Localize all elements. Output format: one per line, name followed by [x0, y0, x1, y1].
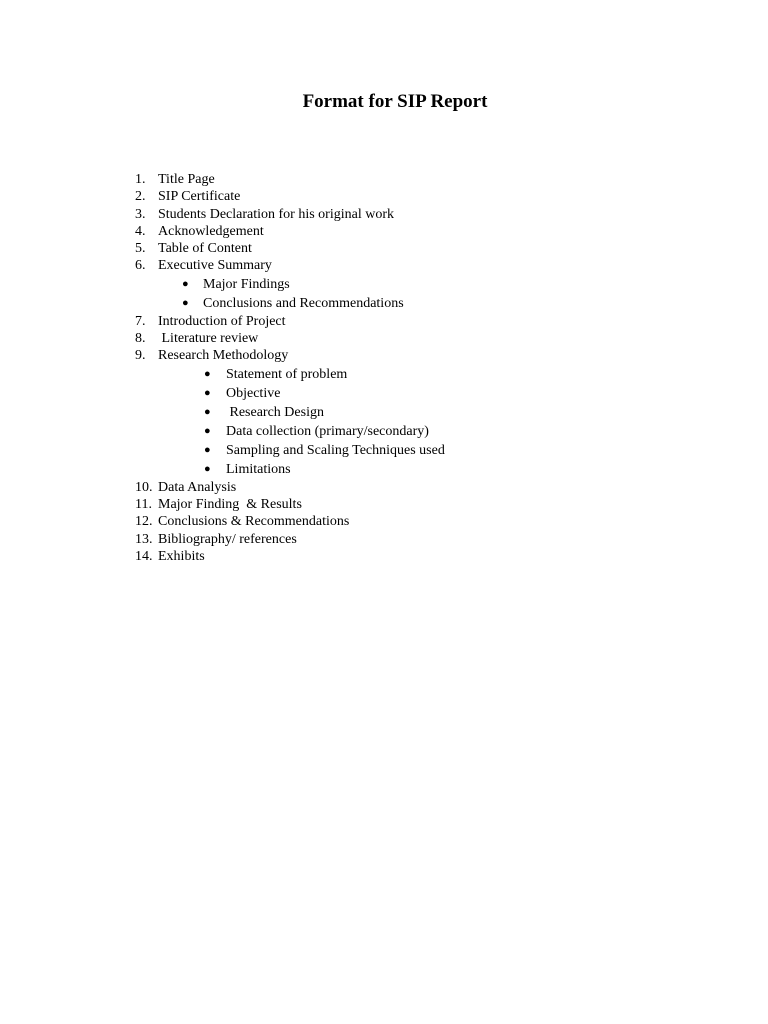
item-number: 1.	[135, 172, 146, 187]
list-item	[0, 496, 768, 513]
item-text: Executive Summary	[158, 258, 272, 274]
item-number: 11.	[135, 496, 152, 512]
item-text: Table of Content	[158, 241, 252, 257]
list-item	[0, 171, 768, 188]
item-text: Conclusions & Recommendations	[158, 514, 350, 530]
item-number: 7.	[135, 313, 146, 329]
list-item	[0, 513, 768, 530]
bullet-icon: ●	[204, 462, 211, 475]
sub-item-text: Sampling and Scaling Techniques used	[226, 442, 445, 458]
list-item	[0, 347, 768, 364]
sub-list-item	[0, 365, 768, 384]
sub-list-item	[0, 294, 768, 313]
sub-list-item	[0, 384, 768, 403]
sub-item-text: Limitations	[226, 461, 291, 477]
item-number: 2.	[135, 189, 146, 205]
item-number: 6.	[135, 258, 146, 274]
list-item	[0, 548, 768, 565]
report-outline-list	[0, 171, 768, 565]
item-number: 10.	[135, 479, 153, 495]
item-text: Literature review	[158, 331, 259, 347]
bullet-icon: ●	[204, 386, 211, 399]
sub-list-item	[0, 460, 768, 479]
item-text: Major Finding & Results	[158, 496, 302, 512]
item-text: Students Declaration for his original work	[158, 206, 395, 222]
bullet-icon: ●	[204, 424, 211, 437]
item-text: SIP Certificate	[158, 189, 241, 205]
item-number: 14.	[135, 548, 153, 564]
list-item	[0, 223, 768, 240]
list-item	[0, 206, 768, 223]
item-text: Research Methodology	[158, 348, 289, 364]
item-number: 12.	[135, 514, 153, 530]
sub-list-item	[0, 422, 768, 441]
bullet-icon: ●	[204, 367, 211, 380]
item-number: 9.	[135, 348, 146, 364]
sub-item-text: Statement of problem	[226, 366, 348, 382]
item-text: Title Page	[158, 172, 215, 187]
sub-list-item	[0, 403, 768, 422]
bullet-icon: ●	[182, 296, 189, 309]
item-text: Bibliography/ references	[158, 531, 297, 547]
sub-item-text: Major Findings	[203, 276, 290, 292]
bullet-icon: ●	[204, 405, 211, 418]
sub-item-text: Conclusions and Recommendations	[203, 295, 404, 311]
document-title: Format for SIP Report	[302, 91, 488, 112]
list-item	[0, 188, 768, 205]
item-text: Introduction of Project	[158, 313, 286, 329]
list-item	[0, 240, 768, 257]
list-item	[0, 330, 768, 347]
item-text: Exhibits	[158, 548, 205, 564]
item-text: Acknowledgement	[158, 223, 264, 239]
item-number: 3.	[135, 206, 146, 222]
sub-item-text: Objective	[226, 385, 281, 401]
item-number: 4.	[135, 223, 146, 239]
list-item	[0, 479, 768, 496]
sub-list-item	[0, 275, 768, 294]
list-item	[0, 257, 768, 274]
sub-item-text: Research Design	[226, 404, 324, 420]
item-number: 5.	[135, 241, 146, 257]
item-number: 13.	[135, 531, 153, 547]
list-item	[0, 531, 768, 548]
sub-list-item	[0, 441, 768, 460]
bullet-icon: ●	[182, 277, 189, 290]
sub-item-text: Data collection (primary/secondary)	[226, 423, 429, 439]
item-number: 8.	[135, 331, 146, 347]
item-text: Data Analysis	[158, 479, 237, 495]
list-item	[0, 313, 768, 330]
bullet-icon: ●	[204, 443, 211, 456]
